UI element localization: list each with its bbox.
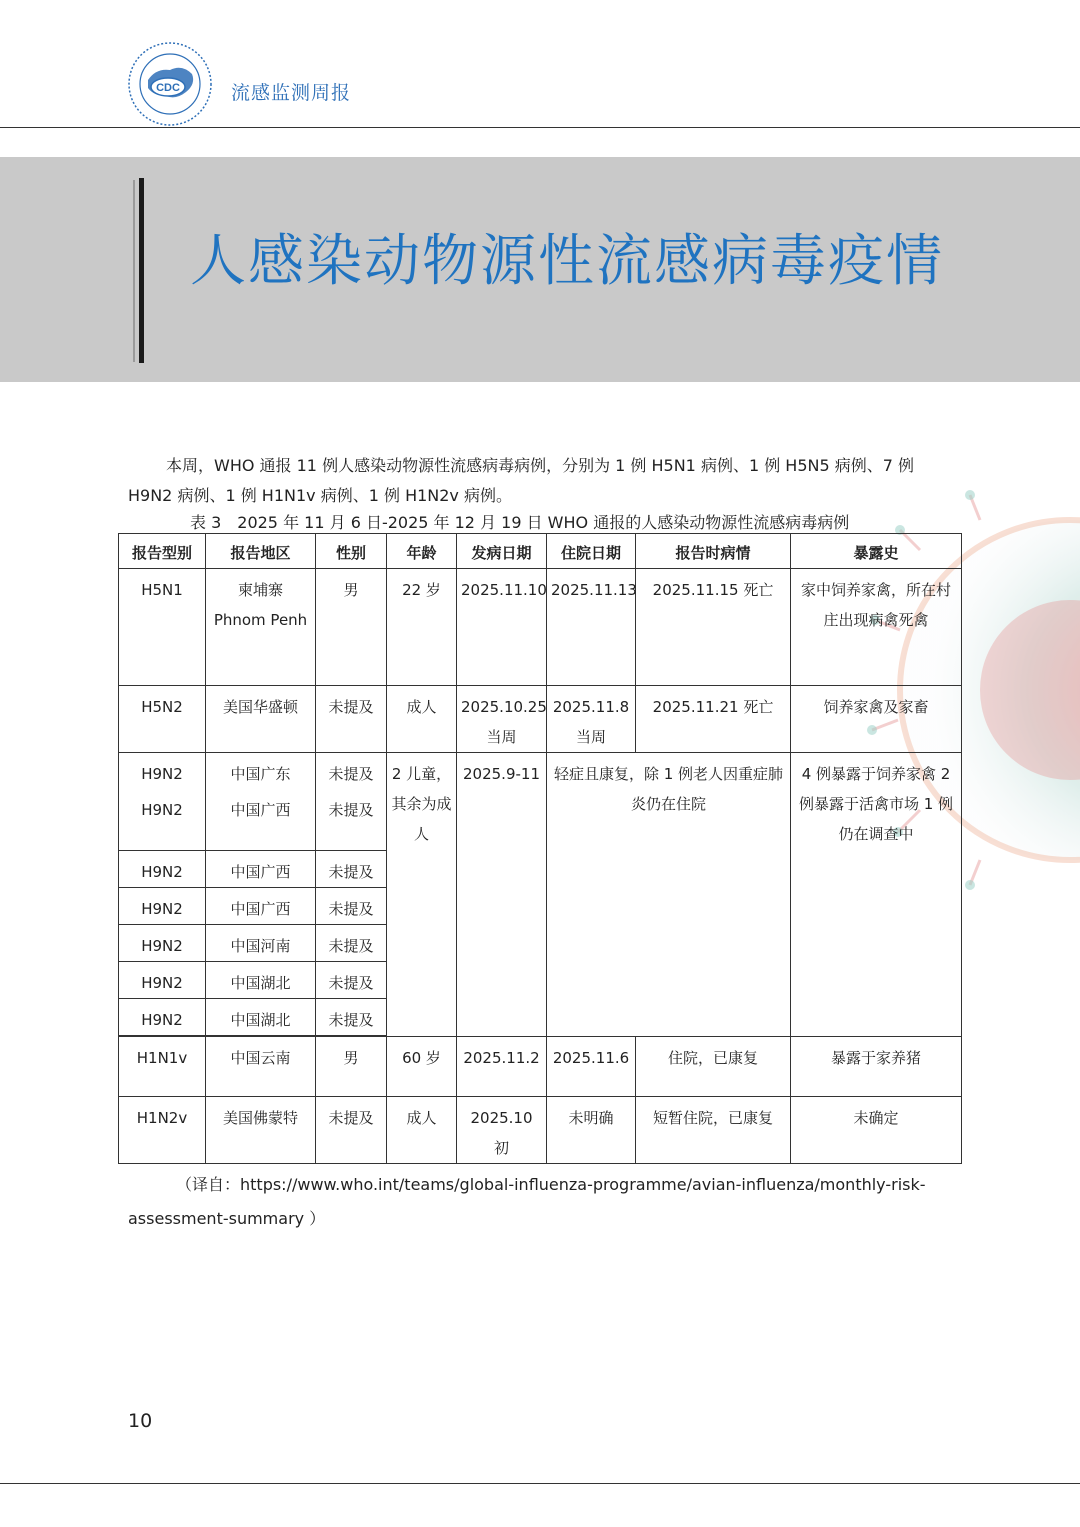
table-cell: 成人 [387,686,457,753]
table-cell: 柬埔寨 Phnom Penh [206,569,316,686]
table-cell: H5N2 [119,686,206,753]
table-cell: 住院，已康复 [636,1036,791,1096]
table-cell: 2025.11.10 [457,569,547,686]
section-title: 人感染动物源性流感病毒疫情 [190,229,944,294]
table-cell: 未提及 [316,887,387,924]
table-row [119,569,962,686]
table-cell: 中国广西 [206,850,316,887]
table-cell: 美国华盛顿 [206,686,316,753]
table-cell: H1N2v [119,1096,206,1163]
header-title: 流感监测周报 [231,82,352,104]
column-header: 报告型别 [119,534,206,569]
table-cell: 2025.10 初 [457,1096,547,1163]
page-number: 10 [128,1410,153,1432]
table-cell: 2025.11.2 [457,1036,547,1096]
column-header: 报告时病情 [636,534,791,569]
table-cell: 中国云南 [206,1036,316,1096]
table-cell: 成人 [387,1096,457,1163]
table-cell: 中国广东 [206,753,316,790]
table-cell: H9N2 [119,753,206,790]
table-cell: H9N2 [119,998,206,1035]
table-cell: 饲养家禽及家畜 [791,686,962,753]
table-cell: 22 岁 [387,569,457,686]
table-cell: H5N1 [119,569,206,686]
table-cell: 暴露于家养猪 [791,1036,962,1096]
footer-divider [0,1483,1080,1484]
table-header-row [119,534,962,569]
banner-accent-bar-thin [133,180,135,362]
cdc-logo [126,40,214,128]
table-cell: 2025.11.6 [547,1036,636,1096]
cases-table [118,533,962,1164]
table-cell: 2025.11.8 当周 [547,686,636,753]
table-cell: 短暂住院，已康复 [636,1096,791,1163]
table-cell: 2025.11.15 死亡 [636,569,791,686]
column-header: 发病日期 [457,534,547,569]
table-cell: 2025.10.25 当周 [457,686,547,753]
intro-paragraph: 本周，WHO 通报 11 例人感染动物源性流感病毒病例，分别为 1 例 H5N1 病例、1 例 H5N5 病例、7 例 H9N2 病例、1 例 H1N1v 病例、1 例 H1N2v 病例。 [128,456,915,505]
column-header: 住院日期 [547,534,636,569]
table-cell: 未提及 [316,998,387,1035]
table-cell: 2025.11.13 [547,569,636,686]
table-cell: 中国河南 [206,924,316,961]
table-row [119,1096,962,1163]
table-cell: 未提及 [316,789,387,850]
table-row [119,686,962,753]
column-header: 年龄 [387,534,457,569]
table-cell: 中国湖北 [206,998,316,1035]
table-cell: H9N2 [119,887,206,924]
table-cell: 中国广西 [206,887,316,924]
table-cell: 中国广西 [206,789,316,850]
column-header: 报告地区 [206,534,316,569]
page-header [0,0,1080,130]
banner-accent-bar-thick [139,178,144,363]
table-cell: 未提及 [316,686,387,753]
table-caption: 表 3 2025 年 11 月 6 日-2025 年 12 月 19 日 WHO 通报的人感染动物源性流感病毒病例 [190,513,850,532]
table-cell: 60 岁 [387,1036,457,1096]
table-cell: H9N2 [119,924,206,961]
table-cell-merged: 4 例暴露于饲养家禽 2 例暴露于活禽市场 1 例仍在调查中 [791,753,962,1037]
table-cell: 男 [316,1036,387,1096]
table-cell: 未确定 [791,1096,962,1163]
table-cell: 男 [316,569,387,686]
header-divider [0,127,1080,128]
source-citation: （译自：https://www.who.int/teams/global-influenza-programme/avian-influenza/monthly-risk-assessment-summary ） [128,1175,926,1228]
table-cell: 家中饲养家禽，所在村庄出现病禽死禽 [791,569,962,686]
column-header: 暴露史 [791,534,962,569]
logo-text: CDC [156,82,180,94]
table-cell: 未提及 [316,924,387,961]
table-cell: 美国佛蒙特 [206,1096,316,1163]
table-cell-merged: 轻症且康复，除 1 例老人因重症肺炎仍在住院 [547,753,791,1037]
table-row [119,753,962,790]
table-cell-merged: 2 儿童，其余为成人 [387,753,457,1037]
table-cell: 未提及 [316,1096,387,1163]
table-cell-merged: 2025.9-11 [457,753,547,1037]
table-cell: 未明确 [547,1096,636,1163]
table-cell: H9N2 [119,789,206,850]
table-row [119,1036,962,1096]
table-cell: 未提及 [316,961,387,998]
table-cell: 中国湖北 [206,961,316,998]
table-cell: 未提及 [316,850,387,887]
table-cell: 2025.11.21 死亡 [636,686,791,753]
table-cell: H1N1v [119,1036,206,1096]
column-header: 性别 [316,534,387,569]
table-cell: 未提及 [316,753,387,790]
table-cell: H9N2 [119,850,206,887]
table-cell: H9N2 [119,961,206,998]
